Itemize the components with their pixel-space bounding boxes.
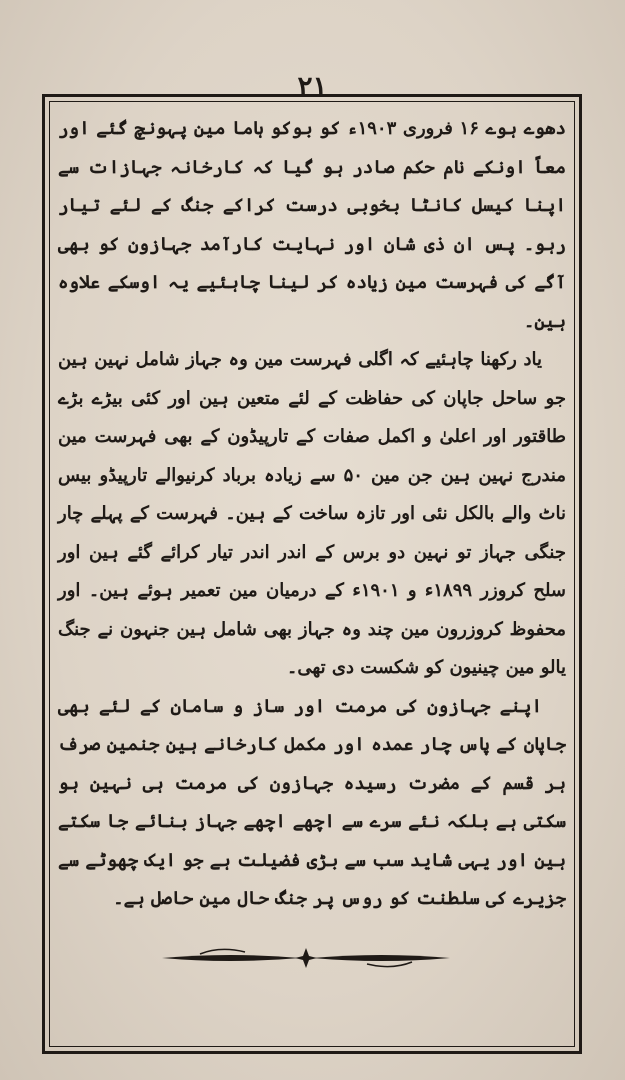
page-number: ۲۱ (297, 70, 328, 103)
paragraph-1: دھوے ہوے ۱۶ فروری ۱۹۰۳ء کو بوکو ہاما مین پہونچ گئے اور معاً اونکے نام حکم صادر ہو گیا کہ کارخانہ جہازات سے اپنا کیسل کانٹا بخوبی درست کراکے جنگ کے لئے تیار رہو۔ پس ان ذی شان اور نہایت کارآمد جہازون کو بھی آگے کی فہرست مین زیادہ کر لینا چاہئیے یہ اوسکے علاوہ ہین۔ (58, 118, 566, 332)
tailpiece-ornament-icon (160, 944, 452, 972)
paragraph-2: یاد رکھنا چاہئیے کہ اگلی فہرست مین وہ جہاز شامل نہین ہین جو ساحل جاپان کی حفاظت کے لئے متعین ہین اور کئی بیڑے بڑے طاقتور اور اعلیٰ و اکمل صفات کے تارپیڈون کے بھی فہرست مین مندرج نہین ہین جن مین ۵۰ سے زیادہ برباد کرنیوالے تارپیڈو بیس ناٹ والے بالکل نئی اور تازہ ساخت کے ہین۔ فہرست کے پہلے چار جنگی جہاز تو نہین دو برس کے اندر اندر تیار کرائے گئے ہین اور سلح کروزر ۱۸۹۹ء و ۱۹۰۱ء کے درمیان مین تعمیر ہوئے ہین۔ اور محفوظ کروزرون مین چند وہ جہاز بھی شامل ہین جنہون نے جنگ یالو مین چینیون کو شکست دی تھی۔ (58, 349, 566, 678)
urdu-text-body (58, 110, 566, 919)
paragraph-3: اپنے جہازون کی مرمت اور ساز و سامان کے لئے بھی جاپان کے پاس چار عمدہ اور مکمل کارخانے ہین جنمین صرف ہر قسم کے مضرت رسیدہ جہازون کی مرمت ہی نہین ہو سکتی ہے بلکہ نئے سرے سے اچھے اچھے جہاز بنائے جا سکتے ہین اور یہی شاید سب سے بڑی فضیلت ہے جو ایک چھوٹے سے جزیرے کی سلطنت کو روس پر جنگ حال مین حاصل ہے۔ (58, 695, 566, 909)
